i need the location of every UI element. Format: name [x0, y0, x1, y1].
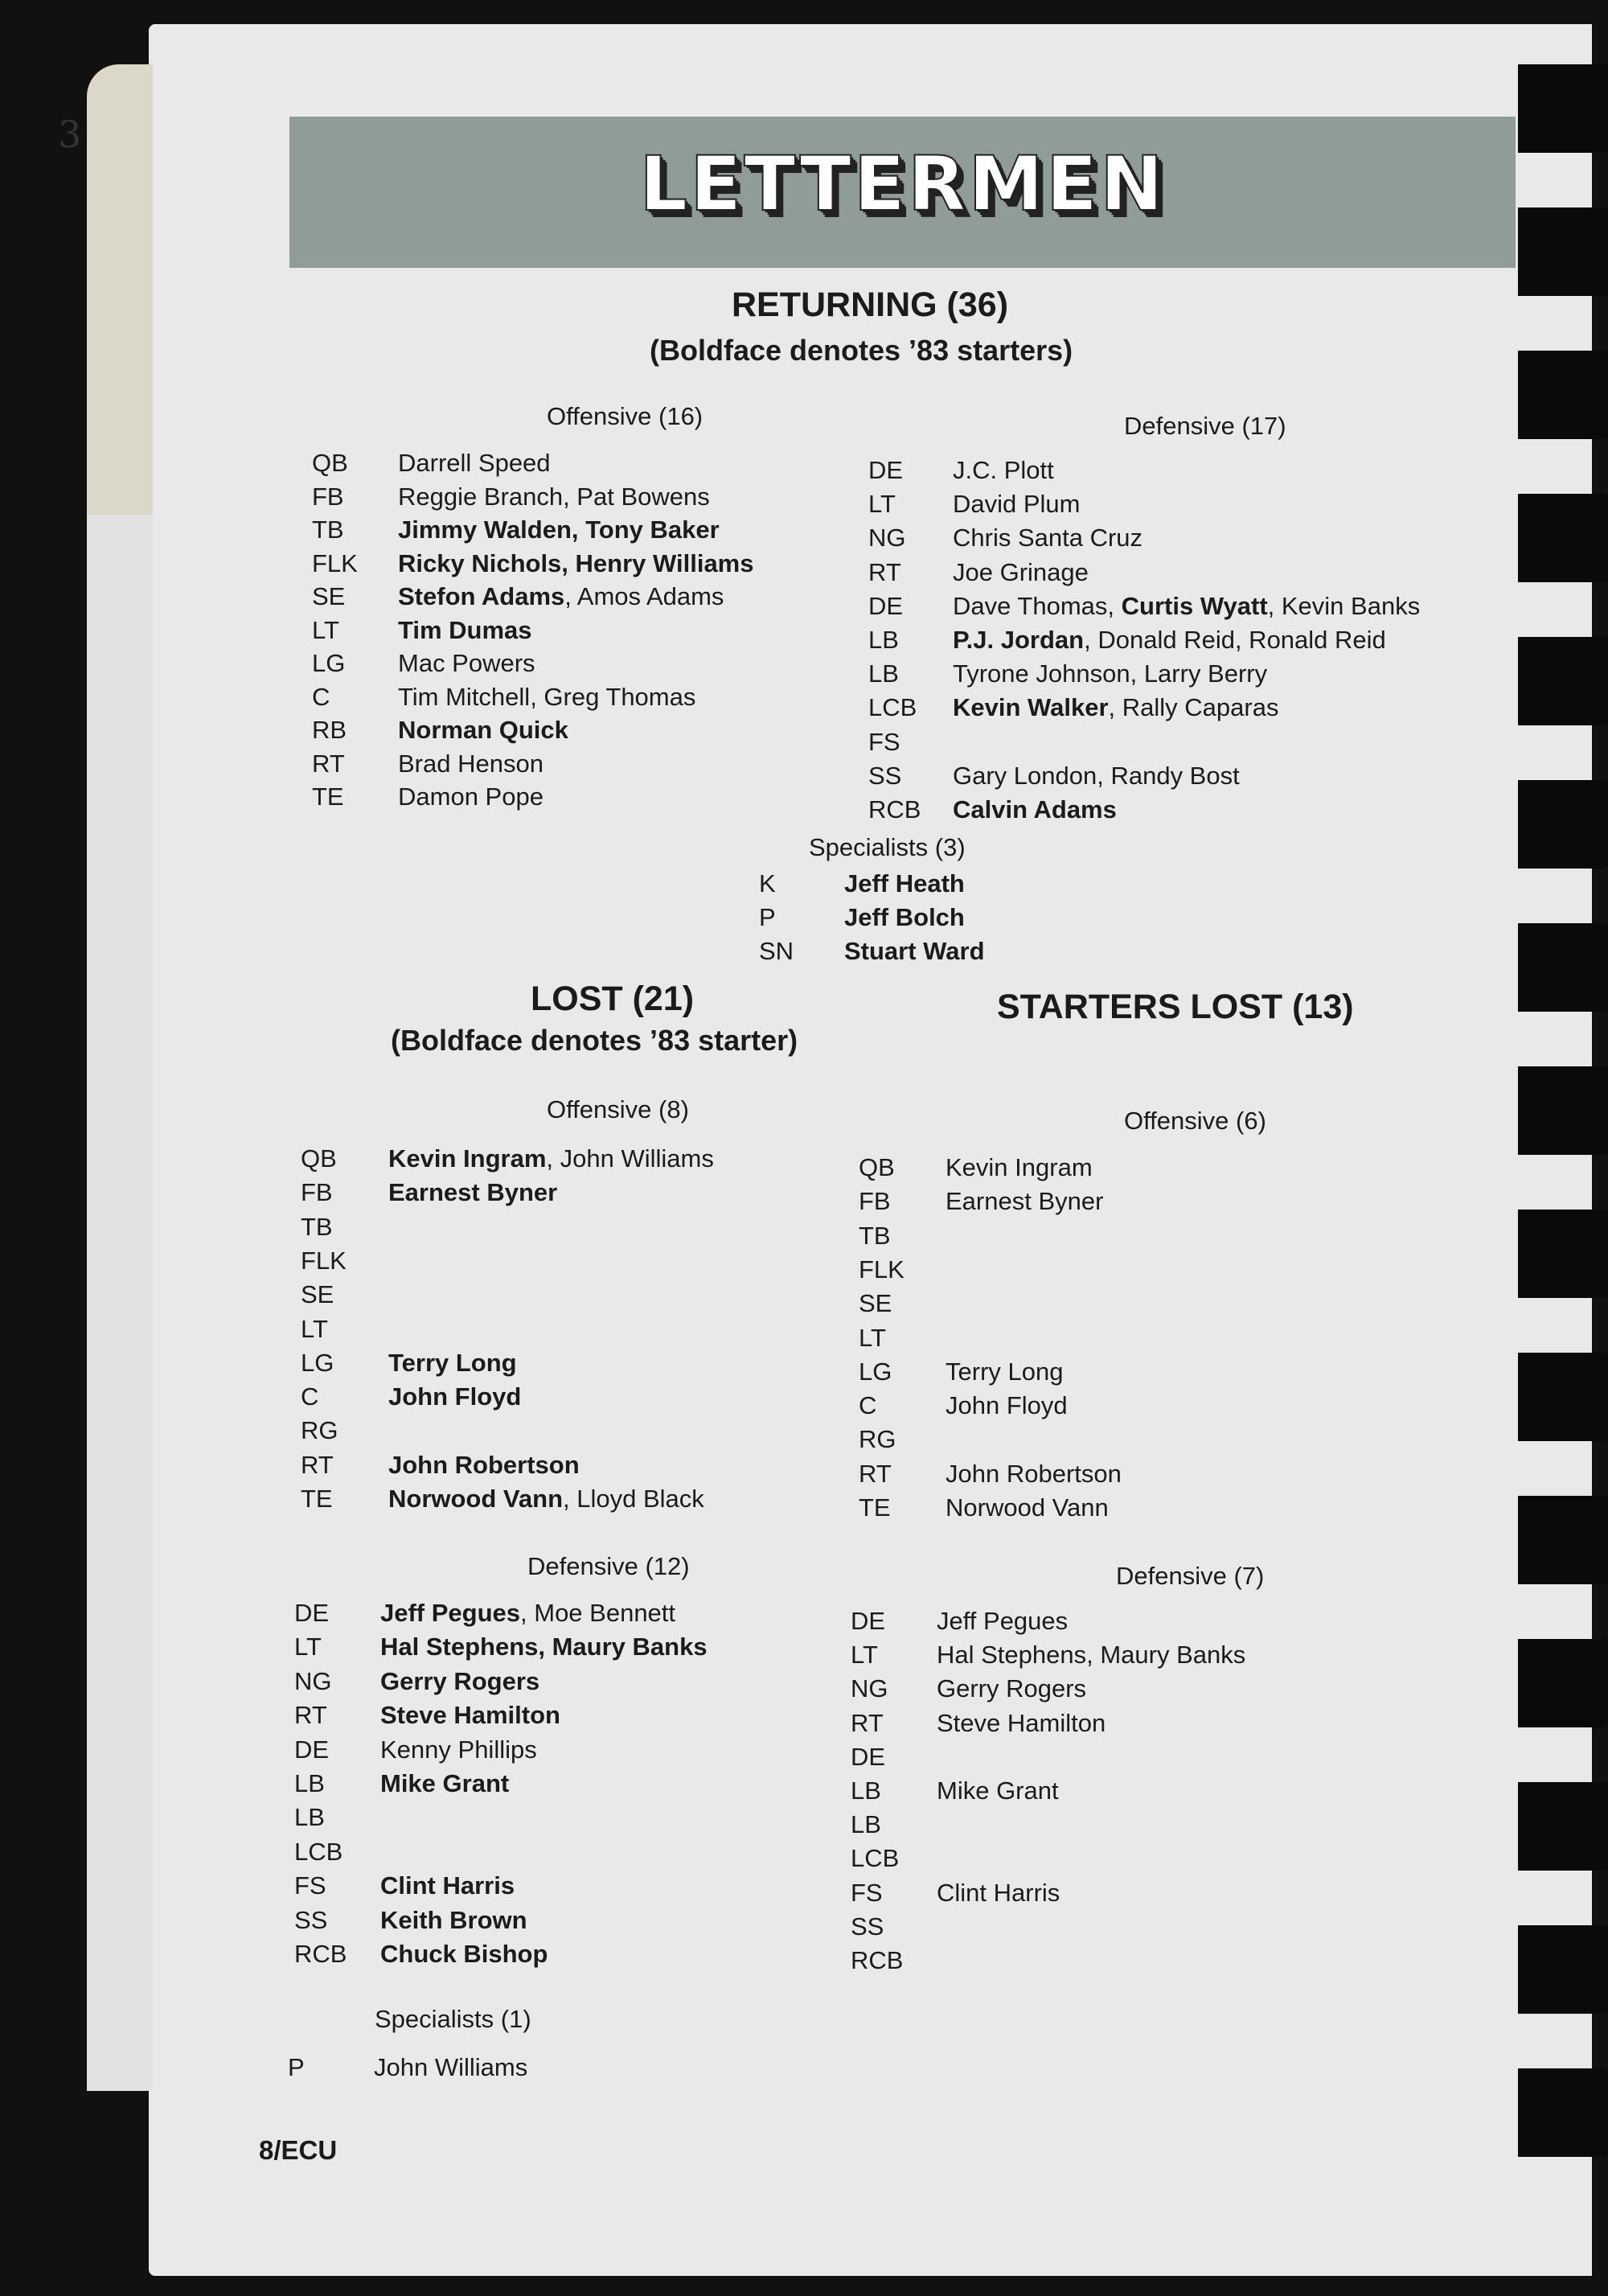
player-names — [953, 795, 1117, 824]
starters-lost-defensive-label: Defensive (7) — [1116, 1562, 1265, 1590]
position-code: RT — [851, 1708, 884, 1737]
position-code: LG — [301, 1348, 334, 1377]
binding-ring — [1518, 1782, 1608, 1871]
starter-name: John Floyd — [388, 1382, 522, 1411]
starter-name: Norwood Vann — [388, 1485, 563, 1513]
returning-offensive-label: Offensive (16) — [547, 402, 704, 430]
player-names — [380, 1701, 560, 1730]
position-code: TE — [312, 782, 344, 811]
position-code: LT — [294, 1633, 322, 1661]
player-names — [946, 1357, 1063, 1386]
starter-name: Jeff Bolch — [844, 903, 965, 931]
player-names — [398, 483, 710, 511]
starter-name: Calvin Adams — [953, 795, 1117, 824]
player-name: , Kevin Banks — [1267, 591, 1421, 620]
player-name: Damon Pope — [398, 782, 544, 811]
position-code: LB — [851, 1810, 881, 1839]
player-name: David Plum — [953, 490, 1081, 519]
position-code: C — [301, 1382, 319, 1411]
lost-defensive-label: Defensive (12) — [527, 1552, 690, 1580]
starter-name: Stuart Ward — [844, 937, 985, 965]
position-code: LT — [312, 615, 339, 644]
player-name: J.C. Plott — [953, 456, 1054, 484]
starter-name: Ricky Nichols, Henry Williams — [398, 548, 754, 577]
player-name: Mike Grant — [937, 1776, 1059, 1805]
player-names — [380, 1769, 509, 1798]
position-code: SS — [851, 1912, 884, 1941]
player-names — [398, 616, 532, 645]
position-code: LT — [859, 1323, 886, 1352]
position-code: LCB — [868, 693, 917, 722]
player-names — [953, 490, 1081, 519]
position-code: DE — [294, 1735, 330, 1764]
player-names — [953, 592, 1420, 621]
player-name: Tyrone Johnson, Larry Berry — [953, 659, 1268, 688]
position-code: SE — [301, 1280, 334, 1309]
position-code: RB — [312, 716, 347, 744]
position-code: DE — [868, 591, 904, 620]
player-names — [380, 1667, 539, 1696]
player-names — [388, 1349, 517, 1378]
position-code: NG — [294, 1666, 332, 1695]
position-code: FLK — [301, 1246, 347, 1275]
player-names — [398, 515, 720, 544]
returning-subheading: (Boldface denotes ’83 starters) — [650, 334, 1073, 367]
binding-ring — [1518, 1496, 1608, 1584]
position-code: RG — [859, 1425, 896, 1454]
player-name: , Moe Bennett — [520, 1599, 676, 1627]
position-code: LB — [851, 1776, 881, 1805]
returning-defensive-label: Defensive (17) — [1124, 412, 1286, 440]
starter-name: Keith Brown — [380, 1905, 527, 1934]
position-code: QB — [301, 1144, 337, 1173]
binding-ring — [1518, 637, 1608, 725]
player-names — [380, 1940, 548, 1969]
binding-ring — [1518, 780, 1608, 869]
starter-name: Curtis Wyatt — [1121, 591, 1268, 620]
lost-specialists-label: Specialists (1) — [375, 2005, 531, 2033]
player-names — [844, 903, 965, 932]
player-names — [953, 456, 1054, 485]
position-code: LT — [868, 490, 896, 519]
starter-name: Kevin Ingram — [388, 1144, 547, 1173]
player-names — [388, 1451, 580, 1480]
player-names — [388, 1485, 704, 1514]
position-code: TB — [301, 1212, 333, 1241]
position-code: FS — [868, 727, 900, 756]
player-name: Gerry Rogers — [937, 1674, 1087, 1703]
player-names — [398, 449, 551, 478]
player-names — [937, 1709, 1106, 1738]
starter-name: Norman Quick — [398, 716, 568, 744]
binding-ring — [1518, 1639, 1608, 1727]
position-code: RCB — [868, 795, 921, 824]
position-code: TB — [312, 515, 344, 544]
position-code: LT — [301, 1314, 328, 1343]
position-code: FB — [859, 1187, 891, 1216]
position-code: TB — [859, 1221, 891, 1250]
player-names — [380, 1906, 527, 1935]
starter-name: Clint Harris — [380, 1871, 515, 1900]
position-code: SE — [859, 1289, 892, 1318]
player-names — [380, 1633, 708, 1661]
position-code: NG — [868, 524, 906, 552]
player-names — [844, 937, 985, 966]
player-name: Kevin Ingram — [946, 1153, 1093, 1181]
position-code: P — [288, 2053, 305, 2081]
starters-lost-heading: STARTERS LOST (13) — [997, 988, 1354, 1026]
player-name: Mac Powers — [398, 649, 535, 677]
player-name: Clint Harris — [937, 1878, 1060, 1907]
player-names — [380, 1871, 515, 1900]
player-names — [953, 524, 1142, 552]
player-names — [937, 1674, 1086, 1703]
position-code: LB — [868, 659, 899, 688]
lost-offensive-label: Offensive (8) — [547, 1095, 689, 1123]
player-name: Tim Mitchell, Greg Thomas — [398, 682, 696, 711]
position-code: FB — [301, 1178, 333, 1207]
player-names — [937, 1607, 1068, 1636]
starter-name: Kevin Walker — [953, 693, 1109, 722]
binding-ring — [1518, 1210, 1608, 1298]
position-code: TE — [859, 1493, 891, 1522]
player-names — [398, 782, 544, 811]
starter-name: Tim Dumas — [398, 615, 532, 644]
position-code: C — [859, 1391, 877, 1420]
starter-name: John Robertson — [388, 1450, 580, 1479]
player-names — [953, 626, 1386, 655]
binding-ring — [1518, 351, 1608, 439]
player-names — [388, 1144, 714, 1173]
starter-name: Jimmy Walden, Tony Baker — [398, 515, 720, 544]
player-name: , Lloyd Black — [563, 1485, 704, 1513]
starter-name: Jeff Pegues — [380, 1599, 521, 1627]
binding-ring — [1518, 494, 1608, 582]
player-name: , John Williams — [546, 1144, 714, 1173]
binding-ring — [1518, 1925, 1608, 2014]
player-name: Jeff Pegues — [937, 1607, 1069, 1635]
position-code: FLK — [859, 1255, 904, 1284]
starter-name: P.J. Jordan — [953, 626, 1085, 654]
player-name: John Robertson — [946, 1459, 1122, 1488]
player-names — [953, 558, 1089, 587]
position-code: RCB — [851, 1946, 904, 1974]
starter-name: Chuck Bishop — [380, 1940, 548, 1968]
binding-ring — [1518, 1066, 1608, 1155]
player-names — [374, 2053, 527, 2082]
player-names — [946, 1493, 1109, 1522]
binding-ring — [1518, 1353, 1608, 1441]
binding-ring — [1518, 2068, 1608, 2157]
player-names — [953, 762, 1240, 791]
position-code: LG — [859, 1357, 892, 1386]
starter-name: Terry Long — [388, 1348, 517, 1377]
player-name: , Rally Caparas — [1108, 693, 1279, 722]
position-code: QB — [859, 1153, 895, 1181]
player-name: Kenny Phillips — [380, 1735, 537, 1764]
position-code: SE — [312, 582, 346, 610]
player-name: Hal Stephens, Maury Banks — [937, 1641, 1246, 1670]
player-name: Norwood Vann — [946, 1493, 1109, 1522]
position-code: DE — [868, 456, 904, 484]
player-name: , Amos Adams — [564, 582, 724, 610]
player-names — [380, 1599, 675, 1628]
index-tab-lower — [87, 515, 153, 2091]
player-names — [937, 1879, 1060, 1908]
player-name: , Donald Reid, Ronald Reid — [1084, 626, 1386, 654]
position-code: NG — [851, 1674, 888, 1703]
player-name: Dave Thomas, — [953, 591, 1122, 620]
player-names — [844, 869, 965, 898]
player-name: Reggie Branch, Pat Bowens — [398, 482, 710, 511]
position-code: RT — [312, 749, 345, 778]
player-names — [953, 693, 1278, 722]
position-code: DE — [851, 1742, 886, 1771]
player-name: Terry Long — [946, 1357, 1064, 1386]
player-name: Darrell Speed — [398, 449, 551, 477]
position-code: TE — [301, 1485, 333, 1513]
player-names — [380, 1735, 537, 1764]
position-code: LB — [294, 1769, 325, 1797]
player-names — [388, 1178, 557, 1207]
player-names — [388, 1382, 521, 1411]
player-names — [937, 1641, 1245, 1670]
position-code: FLK — [312, 548, 358, 577]
position-code: RT — [301, 1450, 334, 1479]
position-code: DE — [294, 1599, 330, 1627]
player-name: Brad Henson — [398, 749, 544, 778]
returning-heading: RETURNING (36) — [732, 285, 1009, 324]
position-code: FS — [294, 1871, 326, 1900]
position-code: RT — [868, 557, 901, 586]
position-code: C — [312, 682, 330, 711]
position-code: P — [759, 903, 776, 931]
position-code: SN — [759, 937, 794, 965]
binding-ring — [1518, 64, 1608, 153]
lost-heading: LOST (21) — [531, 980, 695, 1018]
position-code: LB — [868, 626, 899, 654]
returning-specialists-label: Specialists (3) — [809, 833, 966, 861]
player-names — [946, 1391, 1068, 1420]
player-names — [946, 1153, 1093, 1182]
player-names — [398, 582, 724, 611]
handwritten-page-number: 3 — [58, 113, 82, 156]
player-names — [398, 750, 544, 778]
starter-name: Gerry Rogers — [380, 1666, 540, 1695]
position-code: K — [759, 869, 776, 897]
starter-name: Jeff Heath — [844, 869, 965, 897]
player-names — [398, 649, 535, 678]
position-code: RG — [301, 1416, 338, 1445]
player-names — [946, 1187, 1103, 1216]
starter-name: Stefon Adams — [398, 582, 565, 610]
player-names — [946, 1460, 1122, 1489]
starter-name: Hal Stephens, Maury Banks — [380, 1633, 708, 1661]
position-code: RCB — [294, 1940, 347, 1968]
position-code: LG — [312, 649, 346, 677]
player-name: Earnest Byner — [946, 1187, 1104, 1216]
position-code: DE — [851, 1607, 886, 1635]
position-code: LCB — [294, 1837, 343, 1866]
player-names — [398, 683, 695, 712]
position-code: LT — [851, 1641, 878, 1670]
position-code: LCB — [851, 1844, 900, 1873]
page-footer: 8/ECU — [259, 2135, 338, 2165]
player-name: Steve Hamilton — [937, 1708, 1106, 1737]
player-name: John Floyd — [946, 1391, 1068, 1420]
player-name: Gary London, Randy Bost — [953, 761, 1240, 790]
position-code: FS — [851, 1878, 883, 1907]
starters-lost-offensive-label: Offensive (6) — [1124, 1107, 1266, 1135]
position-code: QB — [312, 449, 348, 477]
player-names — [398, 549, 754, 578]
binding-ring — [1518, 207, 1608, 296]
player-names — [398, 716, 568, 745]
position-code: RT — [859, 1459, 892, 1488]
starter-name: Mike Grant — [380, 1769, 510, 1797]
player-name: Chris Santa Cruz — [953, 524, 1143, 552]
position-code: SS — [294, 1905, 328, 1934]
lost-subheading: (Boldface denotes ’83 starter) — [391, 1024, 798, 1057]
page-title: LETTERMEN — [639, 141, 1166, 228]
position-code: FB — [312, 482, 344, 511]
binding-ring — [1518, 923, 1608, 1012]
player-name: John Williams — [374, 2053, 528, 2081]
player-names — [953, 659, 1267, 688]
player-names — [937, 1776, 1059, 1805]
starter-name: Steve Hamilton — [380, 1701, 560, 1730]
position-code: RT — [294, 1701, 327, 1730]
starter-name: Earnest Byner — [388, 1178, 558, 1207]
position-code: LB — [294, 1803, 325, 1832]
player-name: Joe Grinage — [953, 557, 1089, 586]
position-code: SS — [868, 761, 902, 790]
